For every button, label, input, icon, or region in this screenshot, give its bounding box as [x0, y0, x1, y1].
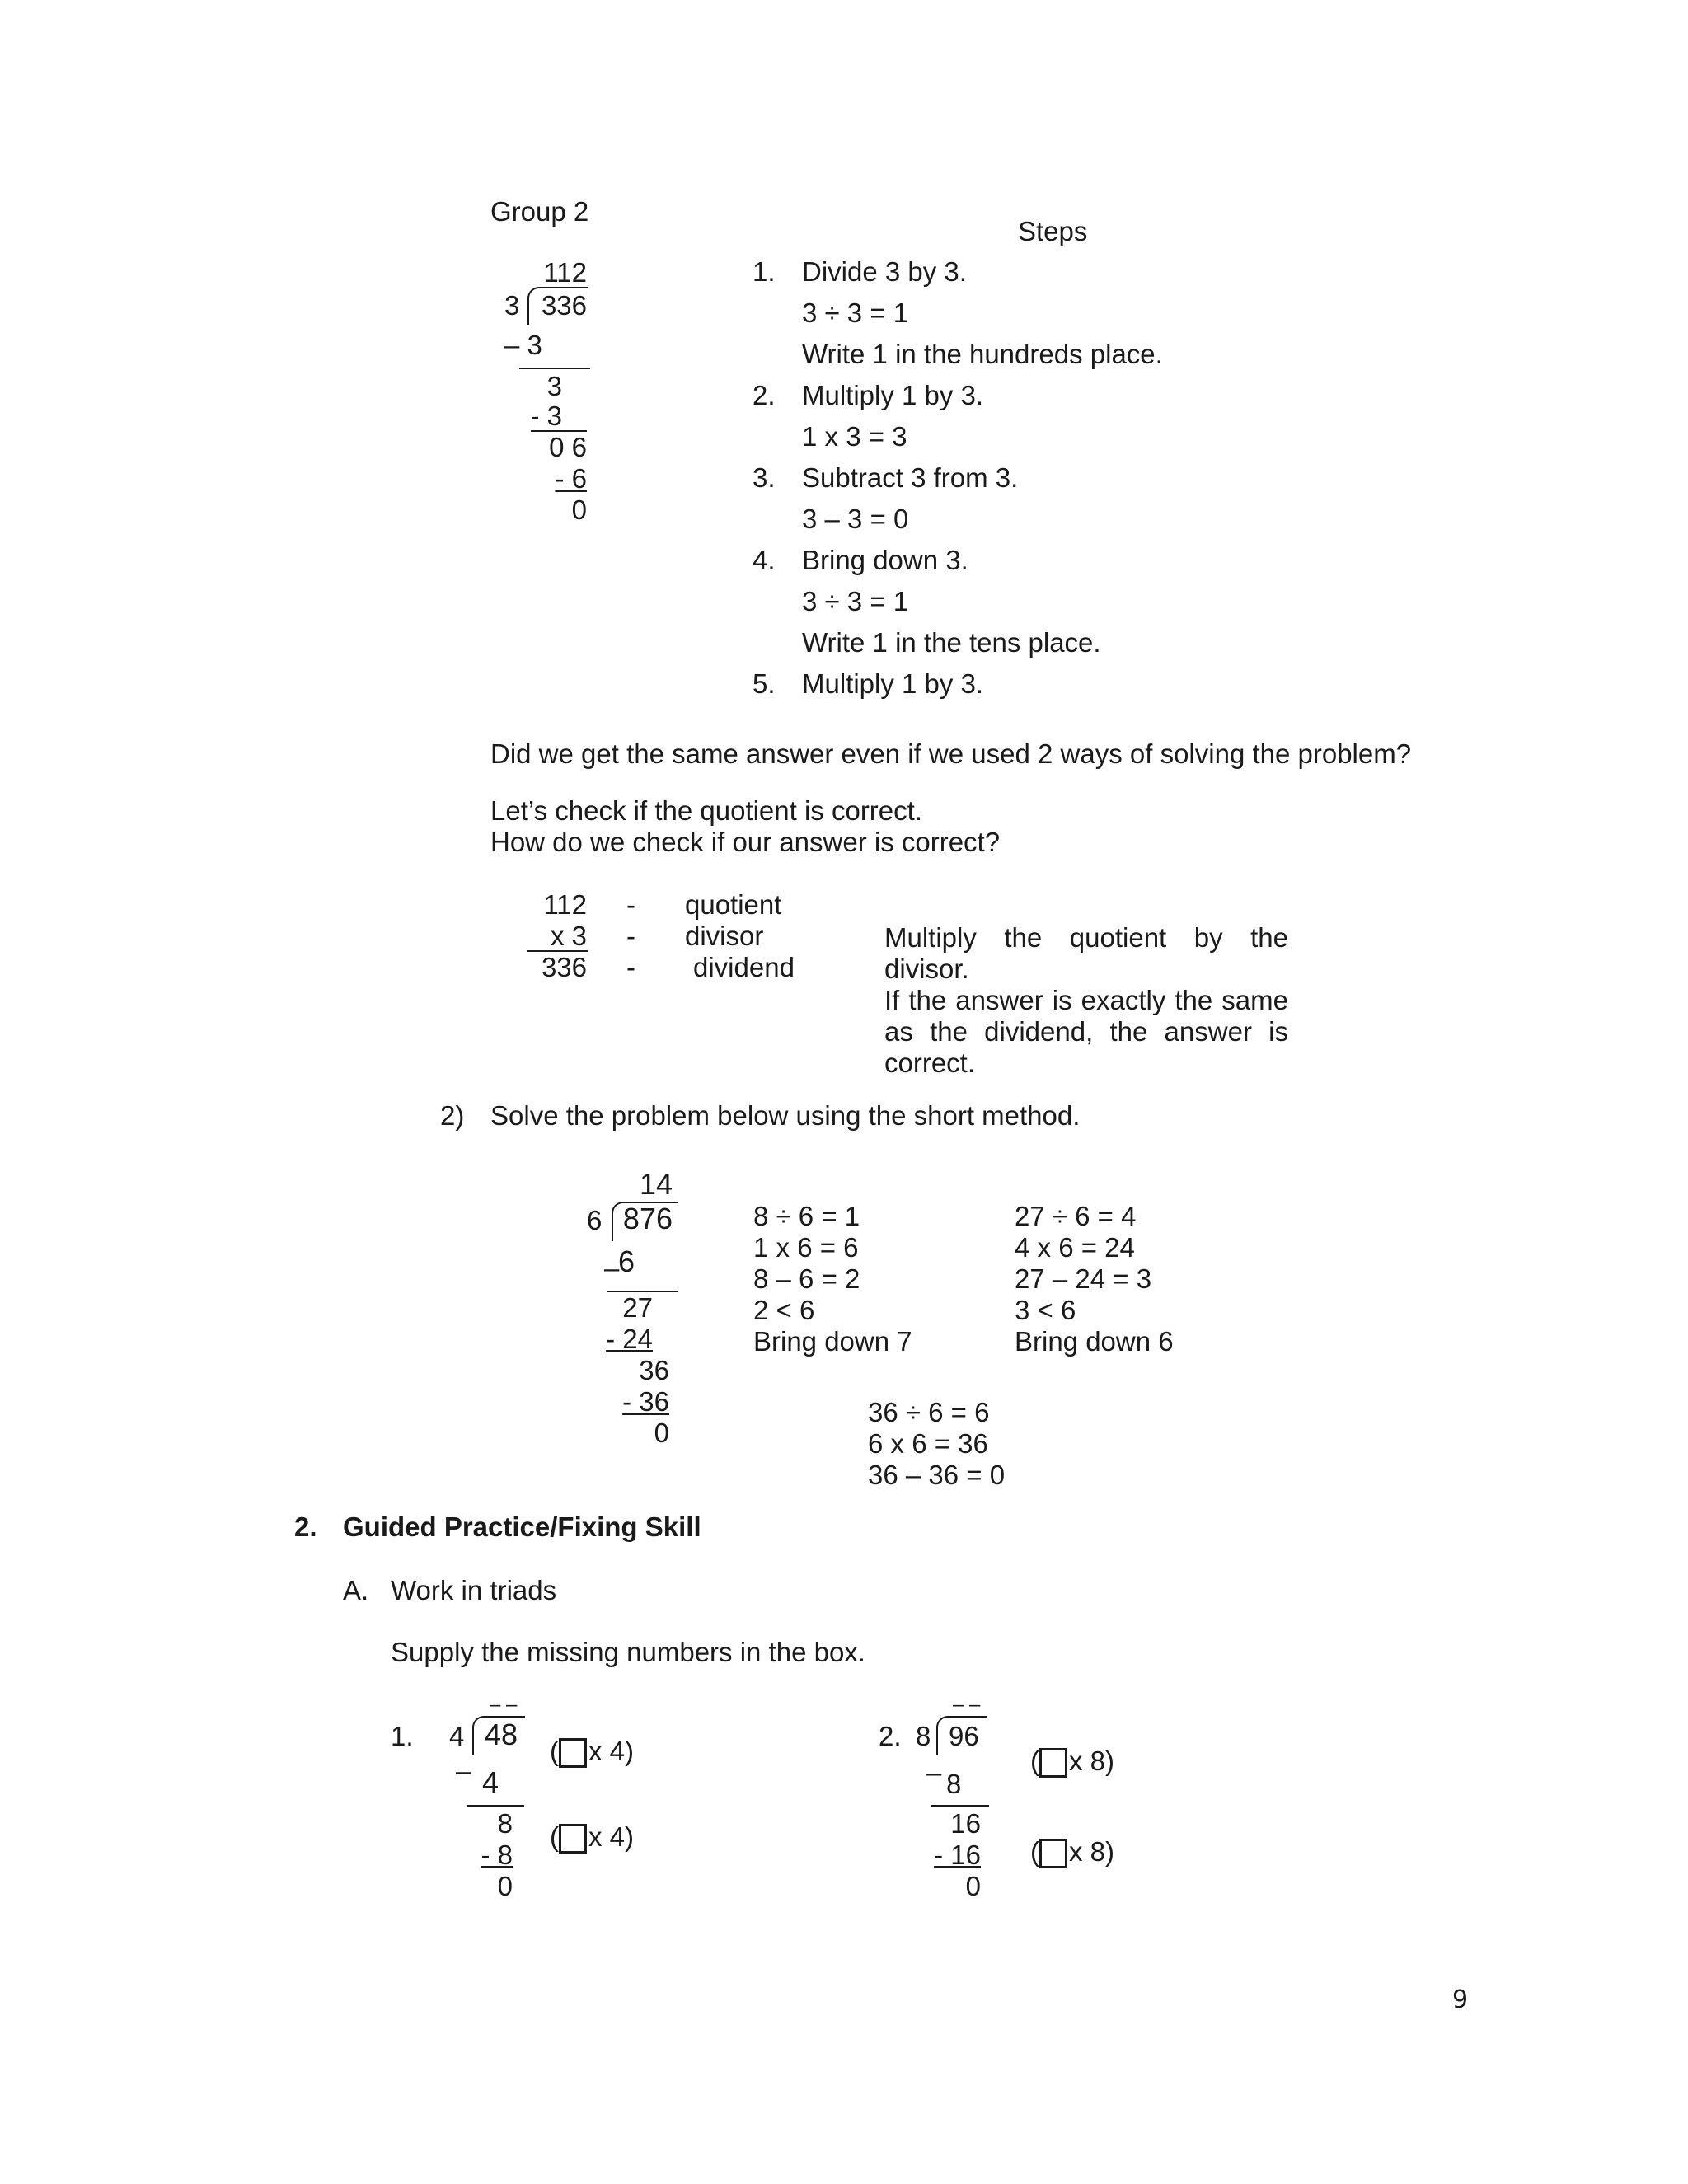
step-text: Divide 3 by 3. [802, 256, 967, 287]
exercise-number: 1. [391, 1721, 414, 1751]
missing-factor-hint-1: ( x 4) [550, 1736, 634, 1768]
problem-text: Solve the problem below using the short method. [490, 1100, 1081, 1131]
step-number: 1. [753, 256, 776, 287]
step-number: 4. [753, 545, 776, 575]
step-row: - 16 [934, 1840, 981, 1870]
calc-line: Bring down 7 [753, 1326, 912, 1357]
missing-factor-hint-2: ( x 8) [1030, 1836, 1114, 1868]
steps-title: Steps [1018, 216, 1088, 246]
step-number: 3. [753, 462, 776, 493]
missing-factor-hint-2: ( x 4) [550, 1821, 634, 1854]
step-row: - 6 [555, 463, 587, 494]
step-row: 36 [639, 1355, 669, 1385]
exercise-number: 2. [879, 1721, 902, 1751]
check-label: divisor [685, 921, 764, 951]
step-row: 0 [654, 1418, 669, 1448]
check-dash: - [626, 889, 635, 920]
step-text: Multiply 1 by 3. [802, 668, 984, 699]
calc-line: 8 – 6 = 2 [753, 1263, 860, 1294]
step-row: - 8 [481, 1840, 513, 1870]
minus-sign: – [926, 1757, 942, 1788]
check-dash: - [626, 921, 635, 951]
check-dash: - [626, 952, 635, 982]
rule [519, 368, 590, 369]
step-text: 1 x 3 = 3 [802, 421, 907, 452]
step-row: 0 6 [549, 432, 587, 462]
sub-a-text: Work in triads [391, 1575, 557, 1605]
step-text: Subtract 3 from 3. [802, 462, 1019, 493]
page-number: 9 [1452, 1985, 1469, 2014]
answer-box[interactable] [559, 1824, 587, 1854]
step-row: - 24 [606, 1324, 653, 1354]
instruction: Supply the missing numbers in the box. [391, 1637, 865, 1667]
step-row: 0 [497, 1871, 513, 1901]
calc-line: 6 x 6 = 36 [868, 1428, 988, 1459]
calc-line: 8 ÷ 6 = 1 [753, 1201, 860, 1231]
step-row: 27 [622, 1292, 653, 1323]
step-row: - 3 [530, 401, 562, 431]
answer-box[interactable] [1039, 1839, 1067, 1868]
section-number: 2. [294, 1511, 317, 1542]
step-row: 0 [571, 494, 587, 525]
check-label: dividend [693, 952, 795, 982]
calc-line: 2 < 6 [753, 1295, 815, 1325]
check-line-2: How do we check if our answer is correct? [490, 827, 1001, 857]
check-line-1: Let’s check if the quotient is correct. [490, 795, 922, 826]
calc-line: Bring down 6 [1015, 1326, 1174, 1357]
calc-line: 4 x 6 = 24 [1015, 1232, 1135, 1263]
step-row: 0 [965, 1871, 981, 1901]
quotient: 14 [639, 1167, 673, 1201]
divisor: 3 [504, 290, 520, 321]
step-text: 3 ÷ 3 = 1 [802, 298, 909, 328]
sub-a-label: A. [343, 1575, 369, 1605]
dividend: 336 [541, 290, 587, 321]
step-row: - 36 [622, 1386, 669, 1417]
calc-line: 27 ÷ 6 = 4 [1015, 1201, 1137, 1231]
minus-sign: – [604, 1253, 620, 1283]
check-value: 336 [541, 952, 587, 982]
calc-line: 36 ÷ 6 = 6 [868, 1397, 990, 1427]
step-number: 2. [753, 380, 776, 410]
group-title: Group 2 [490, 196, 589, 227]
calc-line: 36 – 36 = 0 [868, 1460, 1006, 1490]
quotient-blanks: – – [953, 1694, 981, 1716]
dividend: 876 [622, 1202, 673, 1235]
question-text: Did we get the same answer even if we used 2 ways of solving the problem? [490, 738, 1412, 769]
check-value: x 3 [550, 921, 587, 951]
divisor: 8 [916, 1721, 931, 1751]
divisor: 4 [449, 1721, 465, 1751]
step-subtract-3: – 3 [504, 330, 542, 360]
step-row: 8 [946, 1769, 962, 1799]
check-label: quotient [685, 889, 782, 920]
step-row: 4 [482, 1765, 499, 1799]
check-explanation-2: If the answer is exactly the same as the dividend, the answer is correct. [884, 985, 1288, 1078]
calc-line: 1 x 6 = 6 [753, 1232, 859, 1263]
step-text: 3 ÷ 3 = 1 [802, 586, 909, 616]
quotient-blanks: – – [490, 1694, 518, 1716]
step-text: Bring down 3. [802, 545, 968, 575]
answer-box[interactable] [1039, 1748, 1067, 1778]
quotient: 112 [543, 257, 587, 288]
check-explanation-1: Multiply the quotient by the divisor. [884, 922, 1288, 984]
missing-factor-hint-1: ( x 8) [1030, 1746, 1114, 1778]
section-title: Guided Practice/Fixing Skill [343, 1511, 701, 1542]
step-row: 16 [950, 1808, 981, 1839]
divisor: 6 [587, 1205, 603, 1235]
step-row: 3 [546, 371, 562, 401]
step-text: Write 1 in the tens place. [802, 627, 1101, 658]
problem-label: 2) [440, 1100, 465, 1131]
step-row: 6 [617, 1244, 635, 1278]
step-row: 8 [497, 1808, 513, 1839]
step-text: Multiply 1 by 3. [802, 380, 984, 410]
calc-line: 27 – 24 = 3 [1015, 1263, 1152, 1294]
dividend: 96 [949, 1721, 979, 1751]
step-text: Write 1 in the hundreds place. [802, 339, 1163, 369]
dividend: 48 [485, 1718, 518, 1751]
step-text: 3 – 3 = 0 [802, 504, 909, 534]
minus-sign: – [456, 1755, 471, 1786]
step-number: 5. [753, 668, 776, 699]
check-value: 112 [543, 889, 587, 920]
calc-line: 3 < 6 [1015, 1295, 1076, 1325]
answer-box[interactable] [559, 1738, 587, 1768]
rule [467, 1805, 524, 1807]
rule [931, 1805, 989, 1807]
